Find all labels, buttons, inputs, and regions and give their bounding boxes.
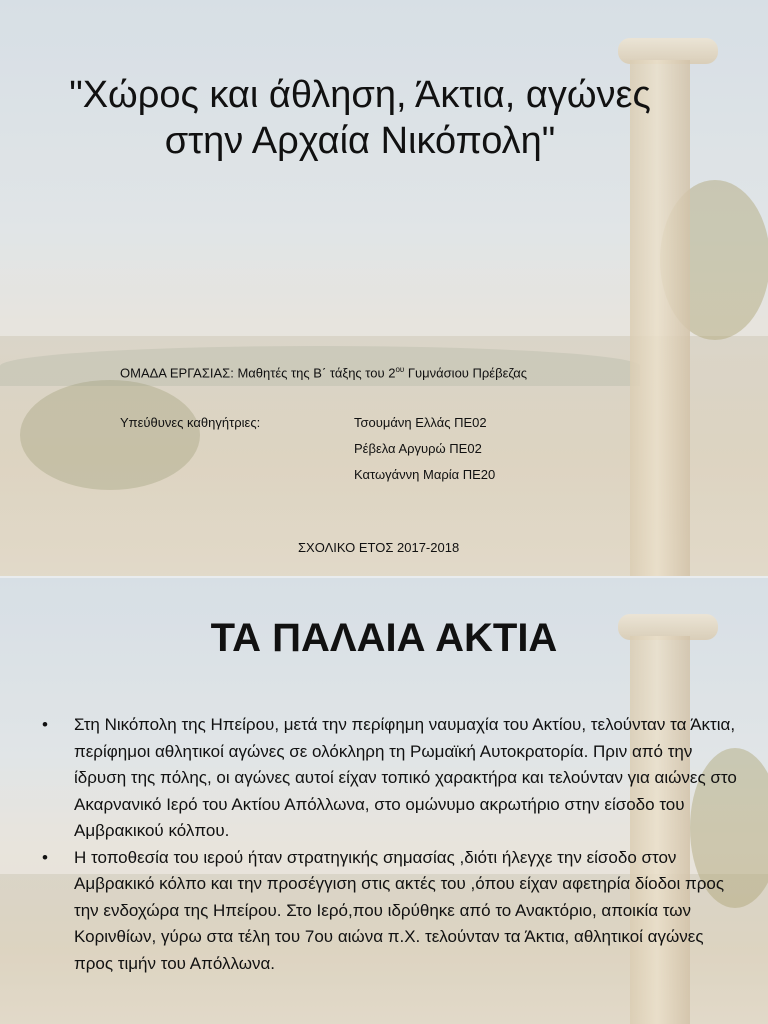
teacher-name: Κατωγάννη Μαρία ΠΕ20 — [354, 467, 496, 482]
teachers-label: Υπεύθυνες καθηγήτριες: — [120, 415, 261, 430]
school-year: ΣΧΟΛΙΚΟ ΕΤΟΣ 2017-2018 — [298, 540, 460, 555]
slide-2-title: ΤΑ ΠΑΛΑΙΑ ΑΚΤΙΑ — [210, 616, 558, 660]
team-label: ΟΜΑΔΑ ΕΡΓΑΣΙΑΣ: — [120, 365, 234, 381]
slide-title: "Χώρος και άθληση, Άκτια, αγώνες στην Αρχαία Νικόπολη" — [69, 74, 651, 162]
teacher-name: Ρέβελα Αργυρώ ΠΕ02 — [354, 441, 482, 456]
bullet-item: • Στη Νικόπολη της Ηπείρου, μετά την περίφημη ναυμαχία του Ακτίου, τελούνταν τα Άκτια, περίφημοι αθλητικοί αγώνες σε ολόκληρη τη Ρωμαϊκή Αυτοκρατορία. Πριν από την ίδρυση της πόλης, οι αγώνες αυτοί είχαν τοπικό χαρακτήρα και τελούνταν για αιώνες στο Ακαρνανικό Ιερό του Ακτίου Απόλλωνα, στο ομώνυμο ακρωτήριο στην είσοδο του Αμβρακικού κόλπου. — [40, 712, 740, 845]
team-text: Μαθητές της Β΄ τάξης του 2 — [237, 365, 396, 381]
team-text-school: Γυμνάσιου Πρέβεζας — [404, 365, 528, 381]
ordinal-suffix: ου — [395, 365, 405, 374]
teacher-name: Τσουμάνη Ελλάς ΠΕ02 — [354, 415, 487, 430]
bullet-list — [40, 712, 740, 977]
bullet-item: • Η τοποθεσία του ιερού ήταν στρατηγικής σημασίας ,διότι ήλεγχε την είσοδο στον Αμβρακικό κόλπο και την προσέγγιση στις ακτές του ,όπου είχαν αφετηρία δίοδοι προς την ενδοχώρα της Ηπείρου. Στο Ιερό,που ιδρύθηκε από το Ανακτόριο, αποικία των Κορινθίων, γύρω στα τέλη του 7ου αιώνα π.Χ. τελούνταν τα Άκτια, αθλητικοί αγώνες προς τιμήν του Απόλλωνα. — [40, 845, 740, 978]
team-line — [120, 365, 527, 380]
